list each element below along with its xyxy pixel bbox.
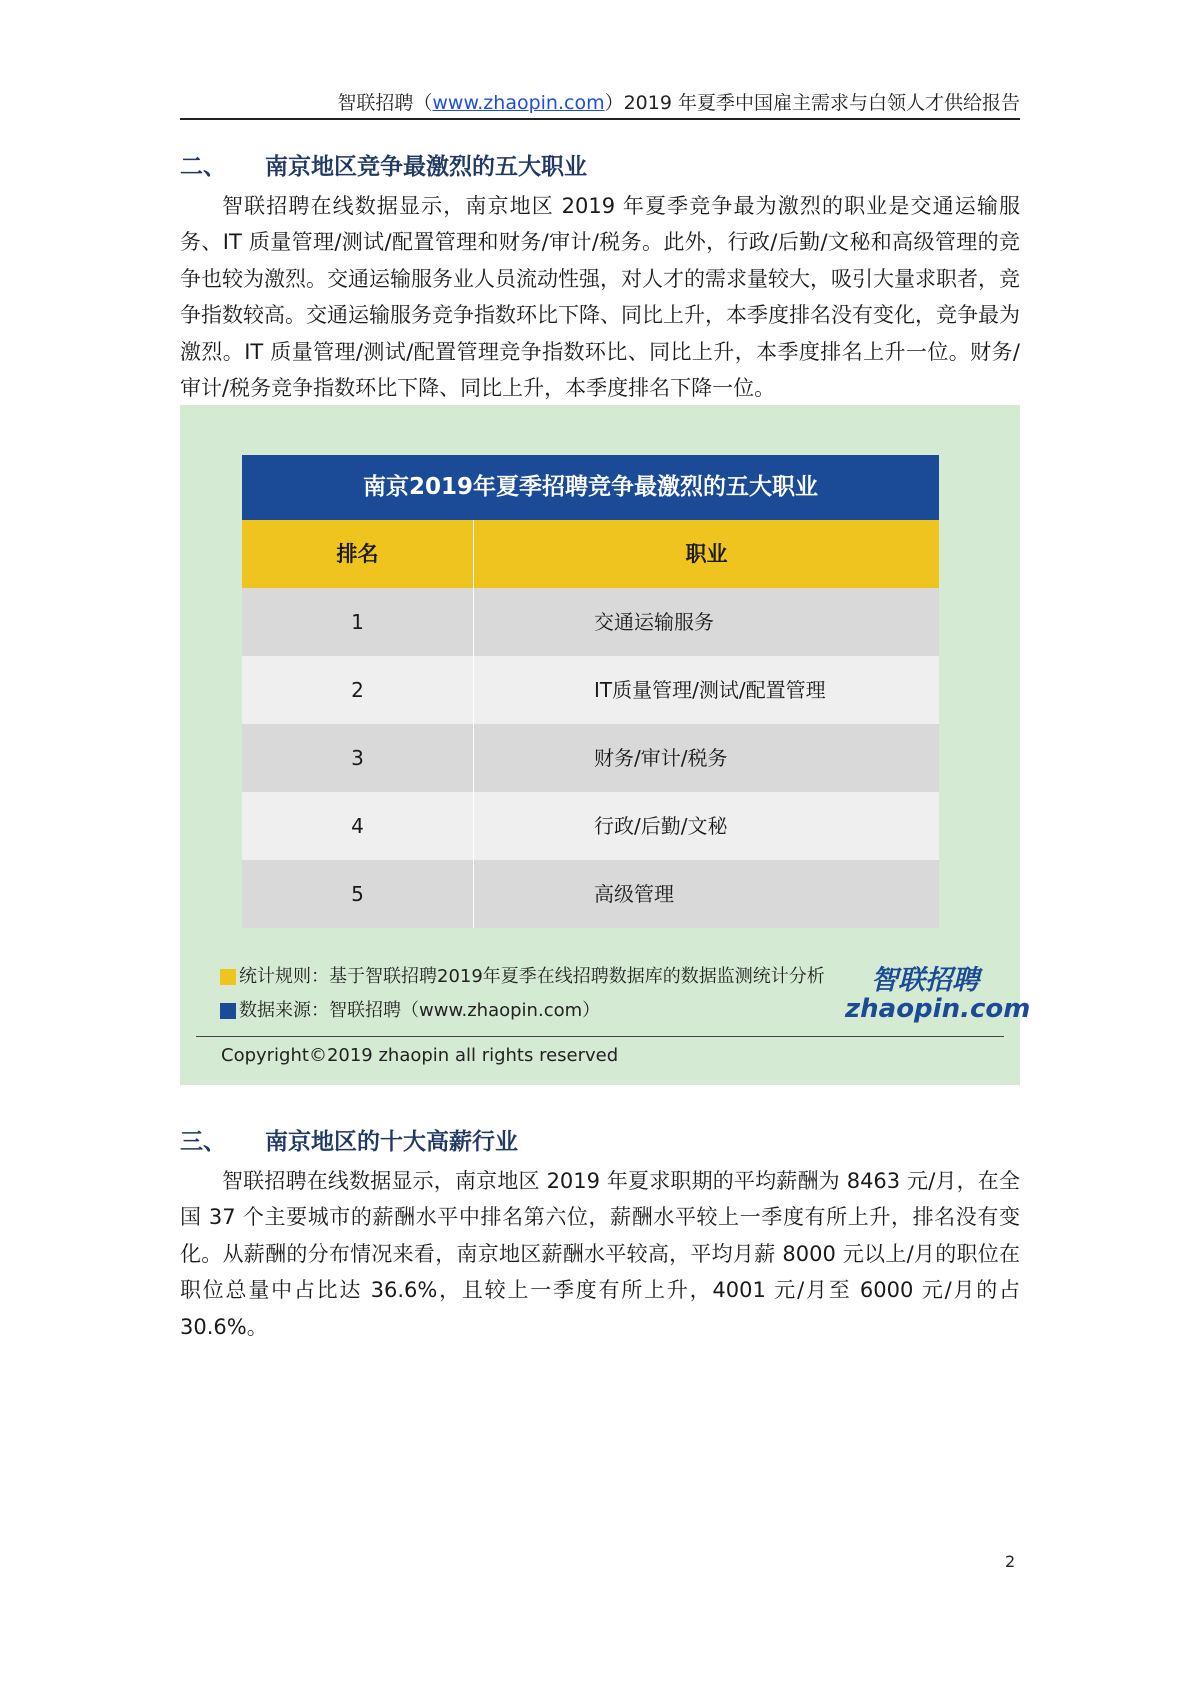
section-3-heading — [180, 1127, 518, 1157]
rank-cell: 1 — [242, 588, 474, 656]
section-3-paragraph-block — [180, 1163, 1020, 1345]
table-row — [242, 588, 939, 656]
note-rule-line — [220, 960, 825, 994]
job-cell: 财务/审计/税务 — [594, 746, 728, 770]
note-source-line — [220, 994, 825, 1028]
job-cell: 行政/后勤/文秘 — [594, 814, 728, 838]
page-header — [180, 88, 1020, 120]
rank-cell: 2 — [242, 656, 474, 724]
blue-square-icon — [220, 1003, 236, 1019]
table-row — [242, 724, 939, 792]
table-row — [242, 792, 939, 860]
table-title: 南京2019年夏季招聘竞争最激烈的五大职业 — [242, 455, 939, 520]
table-figure — [180, 405, 1031, 1085]
logo-english: zhaopin.com — [845, 994, 1031, 1024]
table-header-row — [242, 520, 939, 588]
yellow-square-icon — [220, 969, 236, 985]
section-2-title: 南京地区竞争最激烈的五大职业 — [265, 154, 587, 180]
job-cell: 高级管理 — [594, 882, 674, 906]
job-cell: IT质量管理/测试/配置管理 — [594, 678, 826, 702]
header-job: 职业 — [685, 542, 728, 566]
page-number: 2 — [1005, 1552, 1016, 1571]
rank-cell: 4 — [242, 792, 474, 860]
section-3-paragraph: 智联招聘在线数据显示，南京地区 2019 年夏求职期的平均薪酬为 8463 元/月，在全国 37 个主要城市的薪酬水平中排名第六位，薪酬水平较上一季度有所上升，排名没有变化。从薪酬的分布情况来看，南京地区薪酬水平较高，平均月薪 8000 元以上/月的职位在职位总量中占比达 36.6%，且较上一季度有所上升，4001 元/月至 6000 元/月的占 30.6%。 — [180, 1169, 1020, 1339]
section-2-paragraph-block — [180, 188, 1020, 406]
job-cell: 交通运输服务 — [594, 610, 714, 634]
header-rank: 排名 — [242, 520, 474, 588]
note-source: 数据来源：智联招聘（www.zhaopin.com） — [239, 1000, 601, 1021]
table-notes — [220, 960, 825, 1028]
table-row — [242, 860, 939, 928]
logo-chinese: 智联招聘 — [871, 965, 979, 996]
rank-cell: 3 — [242, 724, 474, 792]
zhaopin-logo — [845, 965, 1031, 1024]
section-2-paragraph: 智联招聘在线数据显示，南京地区 2019 年夏季竞争最为激烈的职业是交通运输服务、IT 质量管理/测试/配置管理和财务/审计/税务。此外，行政/后勤/文秘和高级管理的竞争也较为激烈。交通运输服务业人员流动性强，对人才的需求量较大，吸引大量求职者，竞争指数较高。交通运输服务竞争指数环比下降、同比上升，本季度排名没有变化，竞争最为激烈。IT 质量管理/测试/配置管理竞争指数环比、同比上升，本季度排名上升一位。财务/审计/税务竞争指数环比下降、同比上升，本季度排名下降一位。 — [180, 194, 1020, 401]
section-3-number: 三、 — [180, 1129, 226, 1155]
ranking-table — [242, 455, 939, 928]
header-suffix: ）2019 年夏季中国雇主需求与白领人才供给报告 — [604, 92, 1020, 114]
footer-divider — [196, 1036, 1004, 1037]
section-3-title: 南京地区的十大高薪行业 — [265, 1129, 518, 1155]
section-2-heading — [180, 152, 587, 182]
rank-cell: 5 — [242, 860, 474, 928]
note-rule: 统计规则：基于智联招聘2019年夏季在线招聘数据库的数据监测统计分析 — [239, 966, 825, 987]
table-row — [242, 656, 939, 724]
copyright: Copyright©2019 zhaopin all rights reserved — [221, 1045, 619, 1066]
section-2-number: 二、 — [180, 154, 226, 180]
header-prefix: 智联招聘（ — [337, 92, 433, 114]
header-link[interactable]: www.zhaopin.com — [432, 92, 605, 114]
